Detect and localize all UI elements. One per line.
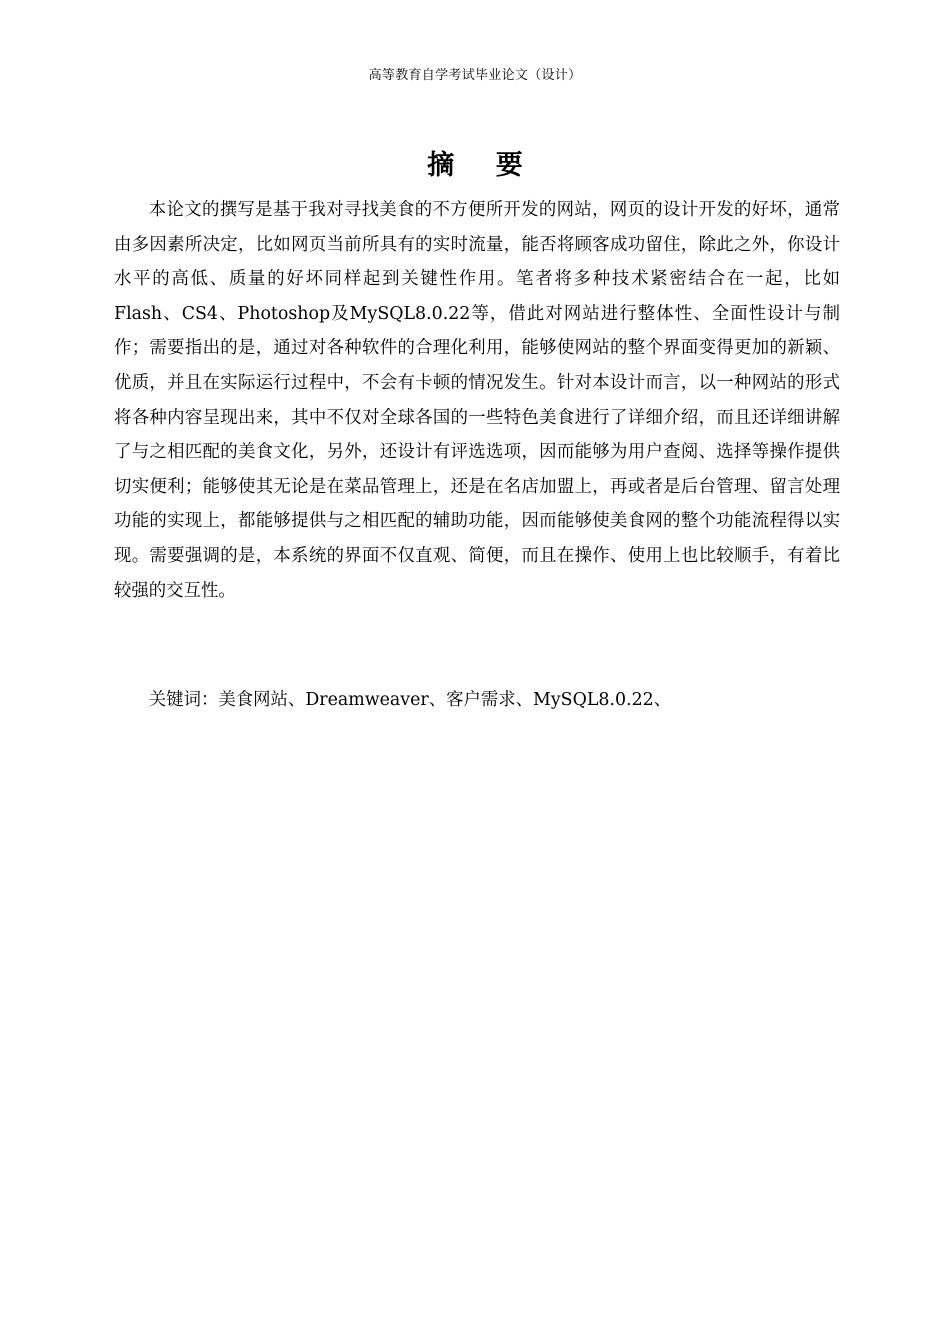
- running-header: 高等教育自学考试毕业论文（设计）: [368, 68, 582, 83]
- abstract-title: 摘 要: [427, 150, 539, 182]
- keywords-line: 关键词：美食网站、Dreamweaver、客户需求、MySQL8.0.22、: [148, 690, 672, 710]
- abstract-body: 本论文的撰写是基于我对寻找美食的不方便所开发的网站，网页的设计开发的好坏，通常由多因素所决定，比如网页当前所具有的实时流量，能否将顾客成功留住，除此之外，你设计水平的高低、质量的好坏同样起到关键性作用。笔者将多种技术紧密结合在一起，比如Flash、CS4、Photoshop及MySQL8.0.22等，借此对网站进行整体性、全面性设计与制作；需要指出的是，通过对各种软件的合理化利用，能够使网站的整个界面变得更加的新颖、优质，并且在实际运行过程中，不会有卡顿的情况发生。针对本设计而言，以一种网站的形式将各种内容呈现出来，其中不仅对全球各国的一些特色美食进行了详细介绍，而且还详细讲解了与之相匹配的美食文化，另外，还设计有评选选项，因而能够为用户查阅、选择等操作提供切实便利；能够使其无论是在菜品管理上，还是在名店加盟上，再或者是后台管理、留言处理功能的实现上，都能够提供与之相匹配的辅助功能，因而能够使美食网的整个功能流程得以实现。需要强调的是，本系统的界面不仅直观、简便，而且在操作、使用上也比较顺手，有着比较强的交互性。: [114, 200, 840, 601]
